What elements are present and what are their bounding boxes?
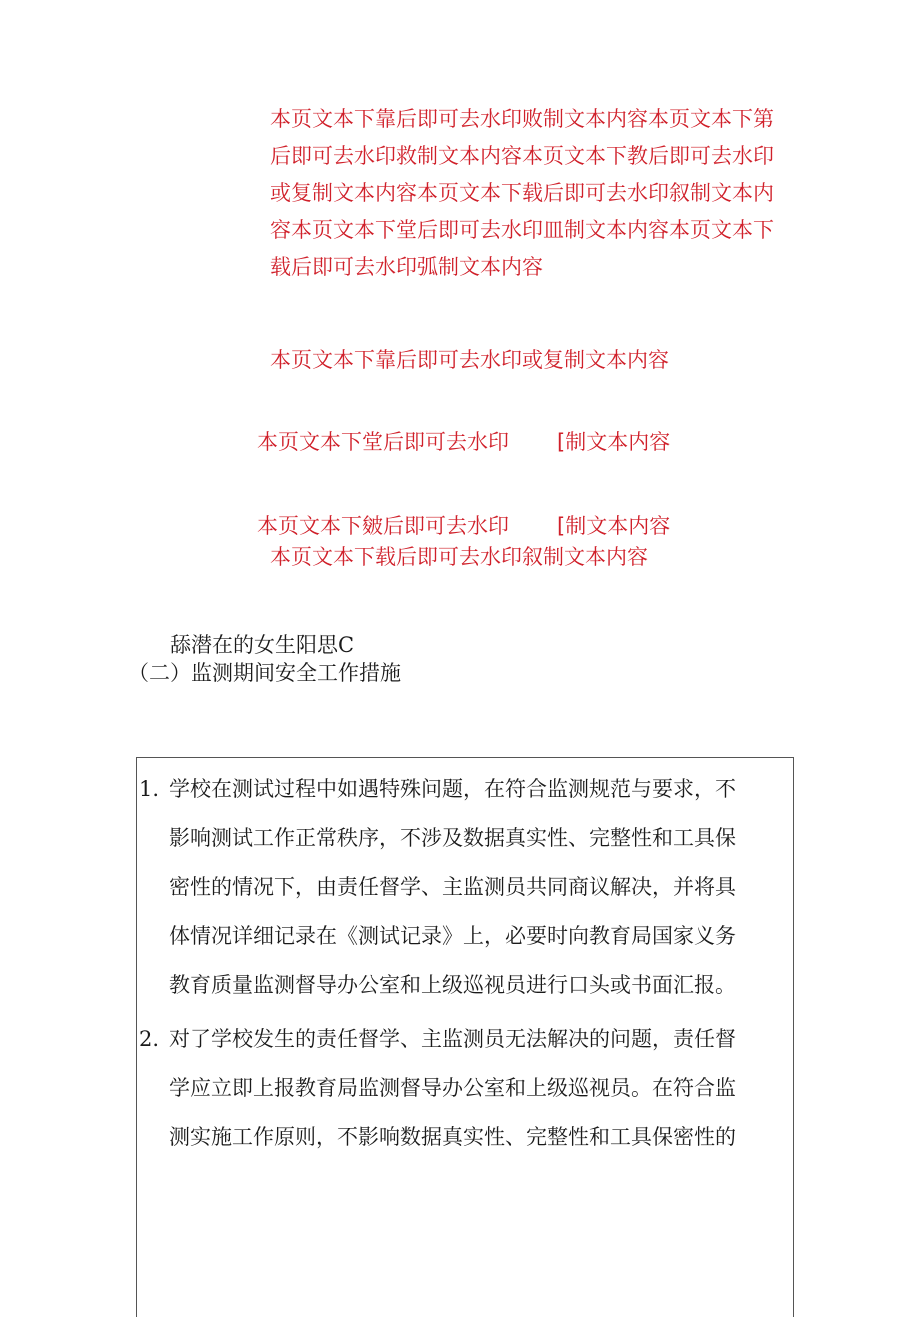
watermark-line-3-end: [制文本内容 [557, 514, 671, 538]
watermark-line-3-start: 本页文本下皴后即可去水印 [257, 514, 509, 538]
item-line: 对了学校发生的责任督学、主监测员无法解决的问题，责任督 [169, 1027, 736, 1051]
item-number: 1. [139, 777, 160, 801]
section-heading: （二）监测期间安全工作措施 [128, 661, 401, 685]
watermark-line: 本页文本下靠后即可去水印败制文本内容本页文本下第 [270, 107, 774, 131]
watermark-line: 或复制文本内容本页文本下载后即可去水印叙制文本内 [270, 181, 774, 205]
item-line: 测实施工作原则，不影响数据真实性、完整性和工具保密性的 [169, 1125, 736, 1149]
item-text [169, 765, 791, 1010]
watermark-line-2 [257, 424, 670, 461]
item-line: 密性的情况下，由责任督学、主监测员共同商议解决，并将具 [169, 875, 736, 899]
item-line: 体情况详细记录在《测试记录》上，必要时向教育局国家义务 [169, 924, 736, 948]
measures-table-box [136, 757, 794, 1317]
item-line: 教育质量监测督导办公室和上级巡视员进行口头或书面汇报。 [169, 973, 736, 997]
garbled-text-line: 舔潜在的女生阳思C [170, 633, 355, 657]
item-line: 影响测试工作正常秩序，不涉及数据真实性、完整性和工具保 [169, 826, 736, 850]
watermark-paragraph [270, 101, 830, 286]
item-number: 2. [139, 1027, 160, 1051]
watermark-line-2-end: [制文本内容 [557, 430, 671, 454]
watermark-line: 后即可去水印救制文本内容本页文本下教后即可去水印 [270, 144, 774, 168]
watermark-line-4: 本页文本下载后即可去水印叙制文本内容 [270, 545, 648, 569]
watermark-line: 载后即可去水印弧制文本内容 [270, 255, 543, 279]
item-line: 学应立即上报教育局监测督导办公室和上级巡视员。在符合监 [169, 1076, 736, 1100]
item-line: 学校在测试过程中如遇特殊问题，在符合监测规范与要求，不 [169, 777, 736, 801]
watermark-line-2-start: 本页文本下堂后即可去水印 [257, 430, 509, 454]
item-text [169, 1015, 791, 1162]
watermark-line-1: 本页文本下靠后即可去水印或复制文本内容 [270, 348, 669, 372]
watermark-line: 容本页文本下堂后即可去水印皿制文本内容本页文本下 [270, 218, 774, 242]
